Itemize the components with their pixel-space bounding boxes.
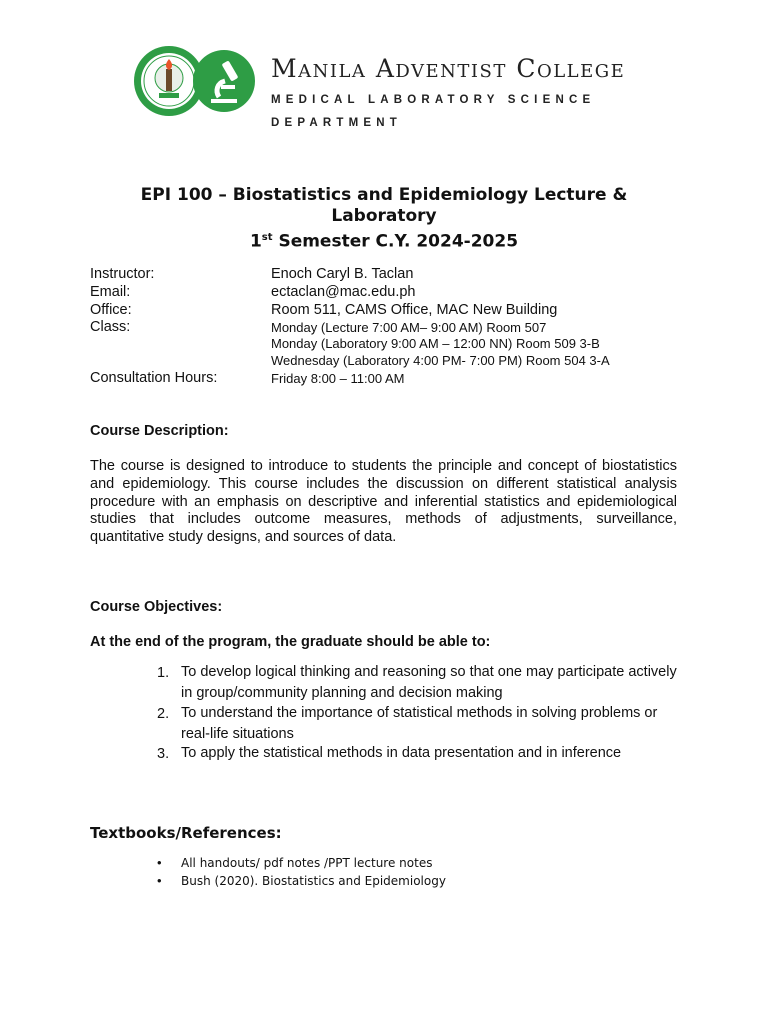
course-description-text: The course is designed to introduce to students the principle and concept of biostatistics and epidemiology. This course includes the discussion on different statistical analysis procedure with an emphasis on descriptive and inferential statistics and epidemiological studies that includes outcome measures, methods of adjustments, surveillance, quantitative study designs, and sources of data. <box>90 458 677 546</box>
objective-text: To apply the statistical methods in data presentation and in inference <box>181 745 622 761</box>
department-name-line2: DEPARTMENT <box>271 117 403 129</box>
textbooks-heading: Textbooks/References: <box>90 824 282 842</box>
class-schedule-line: Wednesday (Laboratory 4:00 PM- 7:00 PM) Room 504 3-A <box>271 353 610 368</box>
instructor-value: Enoch Caryl B. Taclan <box>271 266 414 282</box>
consultation-value: Friday 8:00 – 11:00 AM <box>271 371 405 386</box>
semester-line: 1st Semester C.Y. 2024-2025 <box>249 231 519 252</box>
office-label: Office: <box>90 302 132 318</box>
college-name: Manila Adventist College <box>271 54 626 83</box>
microscope-logo <box>193 47 255 115</box>
objective-text: To understand the importance of statistical methods in solving problems or real-life situations <box>181 705 658 742</box>
objective-number: 1. <box>157 665 170 681</box>
email-value[interactable]: ectaclan@mac.edu.ph <box>271 284 416 300</box>
objectives-intro: At the end of the program, the graduate should be able to: <box>90 634 491 650</box>
department-name-line1: MEDICAL LABORATORY SCIENCE <box>271 94 596 106</box>
reference-item: All handouts/ pdf notes /PPT lecture notes <box>181 856 433 870</box>
instructor-label: Instructor: <box>90 266 155 282</box>
class-schedule-line: Monday (Lecture 7:00 AM– 9:00 AM) Room 507 <box>271 320 547 335</box>
bullet-icon: • <box>157 855 162 870</box>
course-description-heading: Course Description: <box>90 423 229 439</box>
objective-text: To develop logical thinking and reasoning so that one may participate actively in group/community planning and decision making <box>181 664 677 701</box>
email-label: Email: <box>90 284 131 300</box>
course-title <box>90 185 678 253</box>
bullet-icon: • <box>157 873 162 888</box>
class-schedule-line: Monday (Laboratory 9:00 AM – 12:00 NN) Room 509 3-B <box>271 336 600 351</box>
objective-number: 3. <box>157 746 170 762</box>
course-title-line1: EPI 100 – Biostatistics and Epidemiology Lecture & <box>140 185 628 205</box>
office-value: Room 511, CAMS Office, MAC New Building <box>271 302 558 318</box>
objective-number: 2. <box>157 706 170 722</box>
reference-item: Bush (2020). Biostatistics and Epidemiology <box>181 874 446 888</box>
class-label: Class: <box>90 319 131 335</box>
consultation-label: Consultation Hours: <box>90 370 218 386</box>
course-title-line2: Laboratory <box>331 206 437 226</box>
course-objectives-heading: Course Objectives: <box>90 599 223 615</box>
